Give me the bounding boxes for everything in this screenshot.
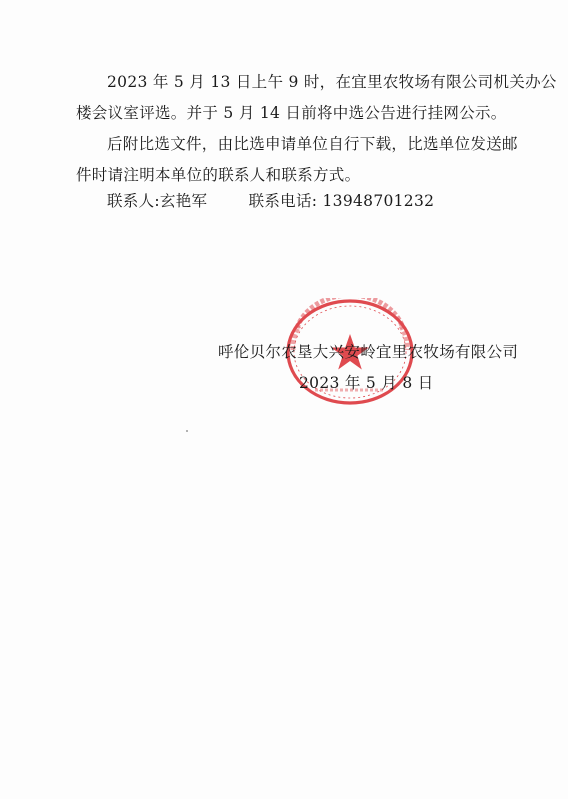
paragraph-line: 件时请注明本单位的联系人和联系方式。: [76, 166, 361, 184]
paragraph-line: 后附比选文件，由比选申请单位自行下载，比选单位发送邮: [107, 135, 518, 153]
paragraph-line: 楼会议室评选。并于 5 月 14 日前将中选公告进行挂网公示。: [76, 104, 507, 122]
signature-date: 2023 年 5 月 8 日: [299, 374, 434, 392]
scan-speck: [186, 430, 188, 432]
paragraph-evaluation-schedule: [76, 67, 557, 129]
contact-phone: 联系电话: 13948701232: [248, 192, 435, 210]
paragraph-attachment-note: [76, 129, 518, 191]
contact-line: [76, 186, 496, 217]
contact-info: [76, 186, 496, 217]
paragraph-line: 2023 年 5 月 13 日上午 9 时，在宜里农牧场有限公司机关办公: [107, 73, 557, 91]
contact-person: 联系人:玄艳军: [107, 192, 208, 210]
signature-organization: 呼伦贝尔农垦大兴安岭宜里农牧场有限公司: [218, 343, 519, 361]
